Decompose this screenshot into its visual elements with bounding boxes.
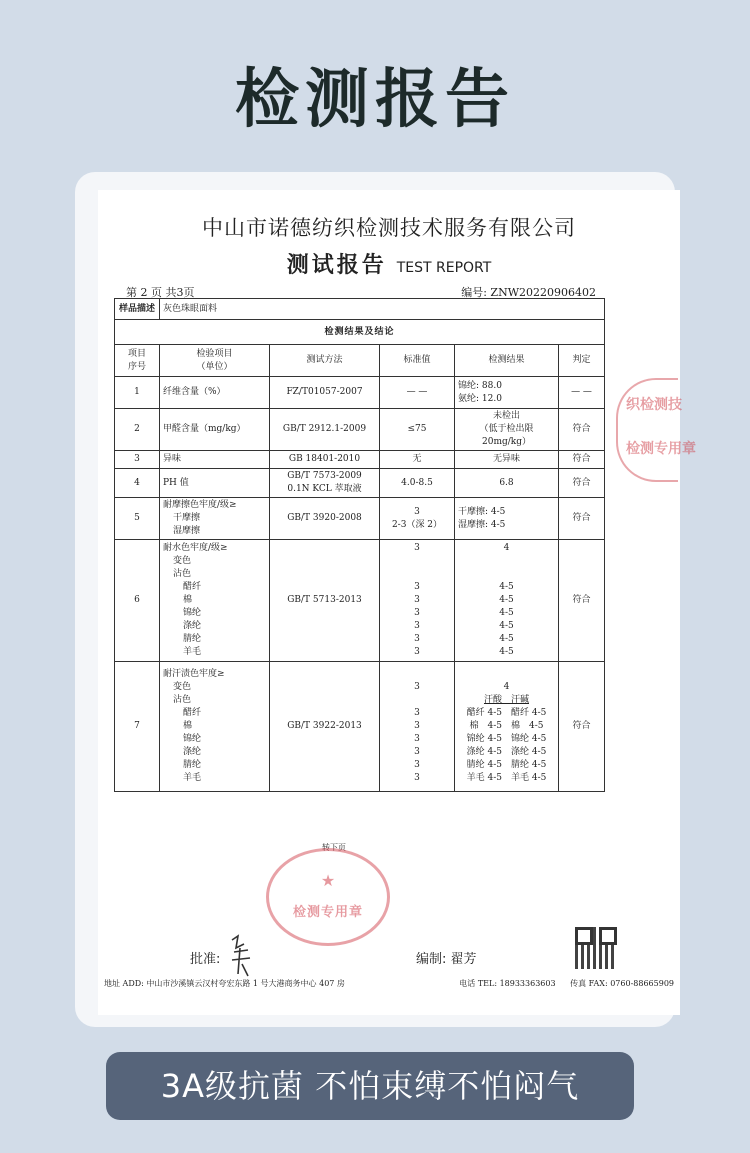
continue-note: 转下页 xyxy=(322,843,346,852)
footer-tel: 电话 TEL: 18933363603 xyxy=(459,979,556,988)
cell-item: 耐水色牢度/级≥ 变色 沾色 醋纤 棉 锦纶 涤纶 腈纶 羊毛 xyxy=(160,540,270,662)
cell-item: 纤维含量（%） xyxy=(160,377,270,409)
cell-no: 4 xyxy=(115,469,160,498)
test-report-sheet xyxy=(98,190,696,1015)
cell-verdict: 符合 xyxy=(559,409,605,451)
header-result: 检测结果 xyxy=(455,345,559,377)
header-row xyxy=(115,345,605,377)
cell-result: 锦纶: 88.0 氨纶: 12.0 xyxy=(455,377,559,409)
sample-value: 灰色珠眼面料 xyxy=(160,299,605,320)
cell-verdict: — — xyxy=(559,377,605,409)
cell-standard: 3 3 3 3 3 3 3 xyxy=(380,540,455,662)
cell-item: 耐摩擦色牢度/级≥ 干摩擦 湿摩擦 xyxy=(160,498,270,540)
cell-standard: 3 2-3（深 2） xyxy=(380,498,455,540)
results-table xyxy=(114,298,605,792)
official-seal xyxy=(266,848,390,946)
report-title xyxy=(98,248,680,279)
cell-verdict: 符合 xyxy=(559,451,605,469)
page-info: 第 2 页 共3页 xyxy=(126,286,195,299)
cell-standard: 4.0-8.5 xyxy=(380,469,455,498)
cell-item: PH 值 xyxy=(160,469,270,498)
cell-method: GB/T 2912.1-2009 xyxy=(270,409,380,451)
sample-label: 样品描述 xyxy=(115,299,160,320)
side-stamp-text-top: 织检测技 xyxy=(626,397,682,413)
footer-address: 地址 ADD: 中山市沙溪镇云汉村夸宏东路 1 号大港商务中心 407 房 xyxy=(104,979,345,988)
table-row xyxy=(115,409,605,451)
cell-standard: 无 xyxy=(380,451,455,469)
seal-star-icon: ★ xyxy=(320,871,336,890)
table-row xyxy=(115,451,605,469)
cell-standard: 3 3 3 3 3 3 3 xyxy=(380,662,455,792)
cell-method: GB/T 3922-2013 xyxy=(270,662,380,792)
promo-banner: 3A级抗菌 不怕束缚不怕闷气 xyxy=(106,1052,634,1120)
cell-result: 4 汗酸 汗碱 醋纤 4-5 醋纤 4-5 棉 4-5 棉 4-5 锦纶 4-5 锦纶 4-5 涤纶 4-5 涤纶 4-5 腈纶 4-5 腈纶 4-5 羊毛 4-5 羊毛 4-5 xyxy=(455,662,559,792)
cell-no: 3 xyxy=(115,451,160,469)
cell-item: 异味 xyxy=(160,451,270,469)
cell-standard: — — xyxy=(380,377,455,409)
cell-method: GB/T 7573-2009 0.1N KCL 萃取液 xyxy=(270,469,380,498)
cell-method: FZ/T01057-2007 xyxy=(270,377,380,409)
cell-result: 无异味 xyxy=(455,451,559,469)
section-row xyxy=(115,320,605,345)
section-title: 检测结果及结论 xyxy=(115,320,605,345)
cell-no: 5 xyxy=(115,498,160,540)
cell-item: 甲醛含量（mg/kg） xyxy=(160,409,270,451)
header-method: 测试方法 xyxy=(270,345,380,377)
cell-method: GB 18401-2010 xyxy=(270,451,380,469)
page-title: 检测报告 xyxy=(235,63,515,137)
cell-no: 2 xyxy=(115,409,160,451)
cell-result: 6.8 xyxy=(455,469,559,498)
cell-standard: ≤75 xyxy=(380,409,455,451)
table-row xyxy=(115,469,605,498)
cell-result: 未检出 （低于检出限 20mg/kg） xyxy=(455,409,559,451)
table-row xyxy=(115,662,605,792)
cell-no: 6 xyxy=(115,540,160,662)
cell-verdict: 符合 xyxy=(559,662,605,792)
cell-verdict: 符合 xyxy=(559,498,605,540)
header-no: 项目 序号 xyxy=(115,345,160,377)
report-serial: 编号: ZNW20220906402 xyxy=(461,286,596,299)
report-title-en: TEST REPORT xyxy=(396,260,492,276)
table-row xyxy=(115,498,605,540)
cell-item: 耐汗渍色牢度≥ 变色 沾色 醋纤 棉 锦纶 涤纶 腈纶 羊毛 xyxy=(160,662,270,792)
cell-no: 7 xyxy=(115,662,160,792)
header-verdict: 判定 xyxy=(559,345,605,377)
cell-verdict: 符合 xyxy=(559,540,605,662)
signature-image xyxy=(228,934,254,978)
table-row xyxy=(115,377,605,409)
cell-result: 4 4-5 4-5 4-5 4-5 4-5 4-5 xyxy=(455,540,559,662)
cell-result: 干摩擦: 4-5 湿摩擦: 4-5 xyxy=(455,498,559,540)
header-standard: 标准值 xyxy=(380,345,455,377)
report-title-cn: 测试报告 xyxy=(286,253,387,278)
header-item: 检验项目 （单位） xyxy=(160,345,270,377)
cell-method: GB/T 5713-2013 xyxy=(270,540,380,662)
table-row xyxy=(115,540,605,662)
side-stamp xyxy=(616,378,696,482)
seal-text: 检测专用章 xyxy=(292,905,363,920)
cell-method: GB/T 3920-2008 xyxy=(270,498,380,540)
approve-label: 批准: xyxy=(190,952,221,967)
qr-code-icon xyxy=(575,927,617,969)
cell-no: 1 xyxy=(115,377,160,409)
compiler: 编制: 翟芳 xyxy=(416,952,477,967)
side-stamp-text-bottom: 检测专用章 xyxy=(626,441,696,457)
cell-verdict: 符合 xyxy=(559,469,605,498)
sample-row xyxy=(115,299,605,320)
company-name: 中山市诺德纺织检测技术服务有限公司 xyxy=(202,216,576,240)
footer-fax: 传真 FAX: 0760-88665909 xyxy=(570,979,674,988)
report-footer xyxy=(104,978,674,989)
